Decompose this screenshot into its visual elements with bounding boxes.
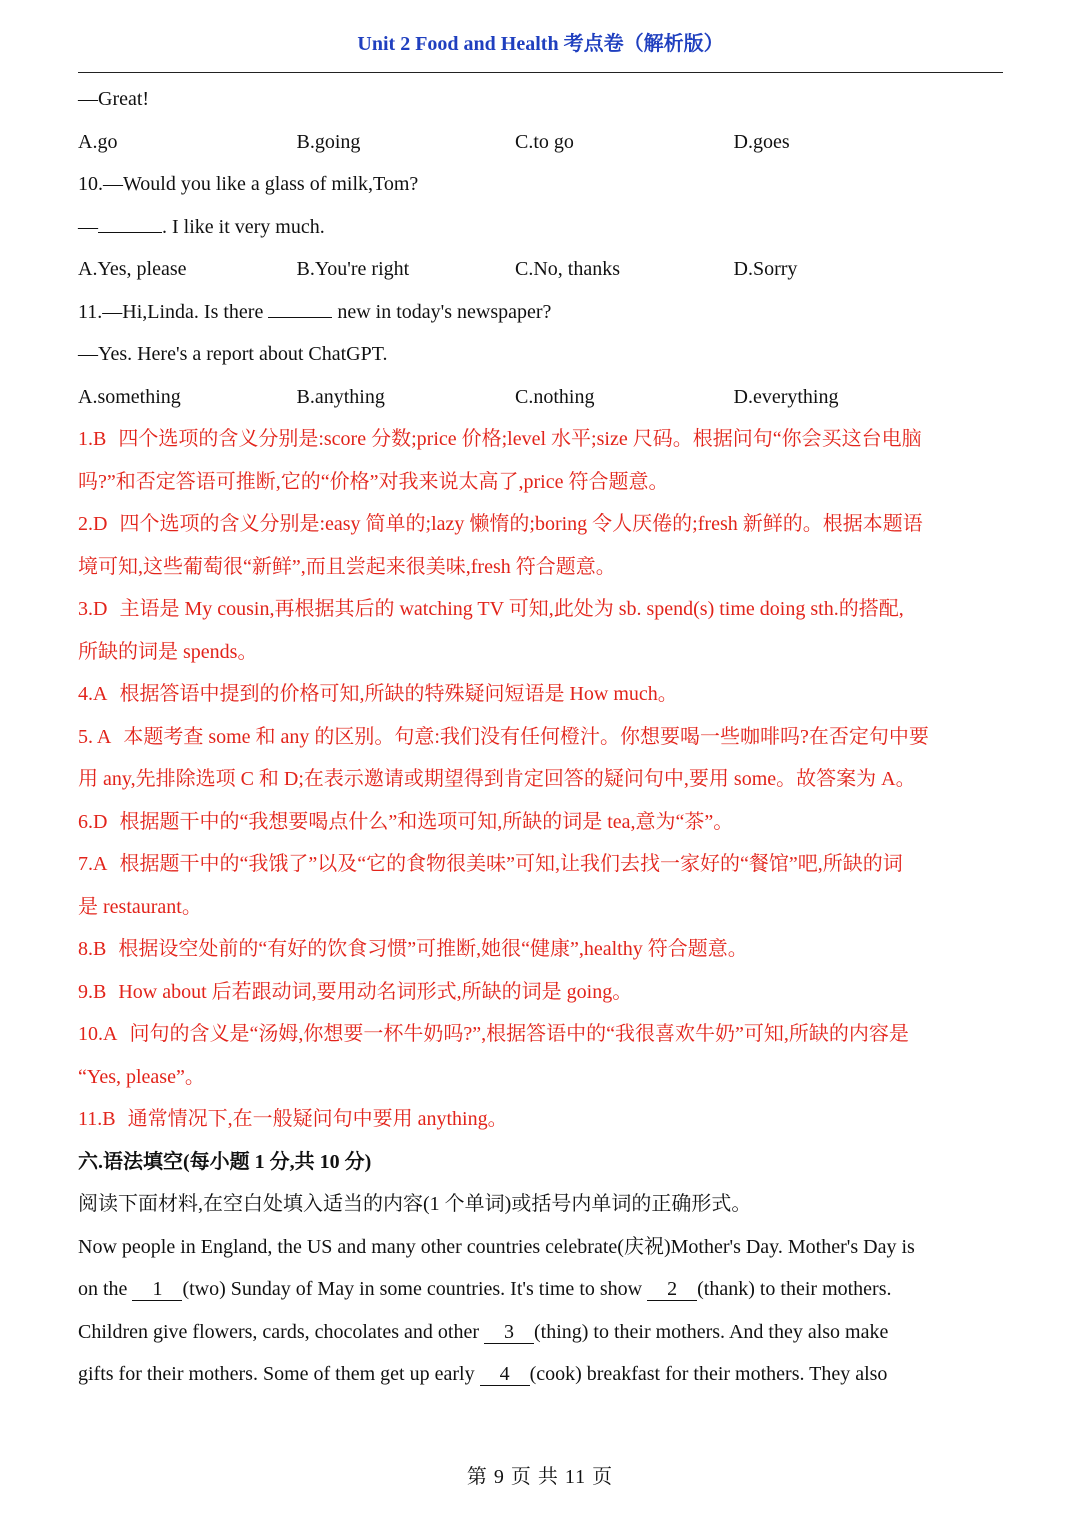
blank-1: 1 — [132, 1278, 182, 1301]
q11-option-c: C.nothing — [515, 385, 595, 408]
q9-option-b: B.going — [296, 130, 361, 153]
q11-stem — [78, 291, 1003, 334]
document-body — [78, 78, 1003, 1396]
q10-reply-suffix: . I like it very much. — [162, 215, 325, 238]
answer-8-line-1 — [78, 928, 1003, 971]
q10-options — [78, 248, 1003, 291]
q11-stem-suffix: new in today's newspaper? — [332, 300, 552, 323]
answer-7-text: 根据题干中的“我饿了”以及“它的食物很美味”可知,让我们去找一家好的“餐馆”吧,所缺的词 — [119, 853, 903, 875]
header-divider — [78, 72, 1003, 73]
passage-text: on the — [78, 1278, 133, 1300]
q10-reply — [78, 206, 1003, 249]
answer-3-text: 主语是 My cousin,再根据其后的 watching TV 可知,此处为 sb. spend(s) time doing sth.的搭配, — [119, 598, 904, 620]
answer-10-number: 10.A — [78, 1023, 118, 1045]
answer-2-line-2: 境可知,这些葡萄很“新鲜”,而且尝起来很美味,fresh 符合题意。 — [78, 555, 616, 578]
answer-1-number: 1.B — [78, 428, 107, 450]
page-header-title: Unit 2 Food and Health 考点卷（解析版） — [357, 33, 724, 55]
q11-reply: —Yes. Here's a report about ChatGPT. — [78, 343, 388, 365]
blank-3: 3 — [484, 1321, 534, 1344]
q9-reply: —Great! — [78, 88, 150, 110]
answer-10-line-1 — [78, 1013, 1003, 1056]
answer-6-number: 6.D — [78, 810, 108, 833]
q11-blank — [268, 293, 332, 318]
answer-4-text: 根据答语中提到的价格可知,所缺的特殊疑问短语是 How much。 — [119, 683, 678, 705]
q10-option-b: B.You're right — [296, 258, 410, 280]
q10-blank — [98, 208, 162, 233]
answer-11-number: 11.B — [78, 1108, 116, 1130]
answer-9-number: 9.B — [78, 980, 107, 1003]
answer-2-text: 四个选项的含义分别是:easy 简单的;lazy 懒惰的;boring 令人厌倦的;fresh 新鲜的。根据本题语 — [119, 513, 923, 535]
answer-9-text: How about 后若跟动词,要用动名词形式,所缺的词是 going。 — [118, 980, 633, 1003]
q9-option-d: D.goes — [733, 130, 790, 153]
answer-6-text: 根据题干中的“我想要喝点什么”和选项可知,所缺的词是 tea,意为“茶”。 — [119, 810, 734, 833]
answer-3-line-1 — [78, 588, 1003, 631]
passage-text: gifts for their mothers. Some of them get up early — [78, 1363, 480, 1385]
q9-option-c: C.to go — [515, 130, 574, 153]
section-6-instruction: 阅读下面材料,在空白处填入适当的内容(1 个单词)或括号内单词的正确形式。 — [78, 1193, 752, 1215]
answer-3-line-2: 所缺的词是 spends。 — [78, 640, 258, 663]
passage-text: (cook) breakfast for their mothers. They also — [529, 1363, 888, 1385]
answer-10-text: 问句的含义是“汤姆,你想要一杯牛奶吗?”,根据答语中的“我很喜欢牛奶”可知,所缺的内容是 — [129, 1023, 909, 1045]
q11-stem-prefix: 11.—Hi,Linda. Is there — [78, 300, 269, 323]
answer-11-line-1 — [78, 1098, 1003, 1141]
section-6-heading: 六.语法填空(每小题 1 分,共 10 分) — [78, 1150, 372, 1173]
answer-1-line-1 — [78, 418, 1003, 461]
answer-6-line-1 — [78, 801, 1003, 844]
answer-8-number: 8.B — [78, 938, 107, 960]
q10-option-d: D.Sorry — [733, 258, 798, 280]
passage-text: (two) Sunday of May in some countries. It's time to show — [182, 1278, 648, 1300]
q10-stem: 10.—Would you like a glass of milk,Tom? — [78, 173, 419, 195]
q11-option-d: D.everything — [733, 385, 839, 408]
answer-4-number: 4.A — [78, 683, 108, 705]
answer-5-line-1 — [78, 716, 1003, 759]
passage-line-1: Now people in England, the US and many other countries celebrate(庆祝)Mother's Day. Mother's Day is — [78, 1235, 915, 1258]
answer-10-line-2: “Yes, please”。 — [78, 1065, 205, 1088]
answer-3-number: 3.D — [78, 598, 108, 620]
q11-option-b: B.anything — [296, 385, 385, 408]
passage-line-4 — [78, 1353, 1003, 1396]
q10-reply-prefix: — — [78, 215, 98, 238]
answer-7-line-1 — [78, 843, 1003, 886]
answer-7-line-2: 是 restaurant。 — [78, 895, 202, 918]
q9-option-a: A.go — [78, 130, 118, 153]
q10-option-c: C.No, thanks — [515, 258, 620, 280]
answer-4-line-1 — [78, 673, 1003, 716]
q11-option-a: A.something — [78, 385, 181, 408]
answer-2-line-1 — [78, 503, 1003, 546]
answer-5-text: 本题考查 some 和 any 的区别。句意:我们没有任何橙汁。你想要喝一些咖啡吗?在否定句中要 — [123, 725, 929, 748]
q11-options — [78, 376, 1003, 419]
answer-1-text: 四个选项的含义分别是:score 分数;price 价格;level 水平;size 尺码。根据问句“你会买这台电脑 — [118, 428, 922, 450]
q9-options — [78, 121, 1003, 164]
passage-text: (thank) to their mothers. — [697, 1278, 892, 1300]
passage-text: (thing) to their mothers. And they also make — [533, 1320, 889, 1343]
answer-5-line-2: 用 any,先排除选项 C 和 D;在表示邀请或期望得到肯定回答的疑问句中,要用 some。故答案为 A。 — [78, 768, 916, 790]
answer-2-number: 2.D — [78, 513, 108, 535]
answer-1-line-2: 吗?”和否定答语可推断,它的“价格”对我来说太高了,price 符合题意。 — [78, 470, 669, 493]
blank-4: 4 — [480, 1363, 530, 1386]
passage-line-3 — [78, 1311, 1003, 1354]
answer-5-number: 5. A — [78, 725, 112, 748]
q10-option-a: A.Yes, please — [78, 258, 187, 280]
answer-8-text: 根据设空处前的“有好的饮食习惯”可推断,她很“健康”,healthy 符合题意。 — [118, 938, 748, 960]
page-footer-number: 第 9 页 共 11 页 — [466, 1466, 614, 1488]
passage-line-2 — [78, 1268, 1003, 1311]
passage-text: Children give flowers, cards, chocolates and other — [78, 1320, 484, 1343]
answer-7-number: 7.A — [78, 853, 108, 875]
blank-2: 2 — [647, 1278, 697, 1301]
answer-9-line-1 — [78, 971, 1003, 1014]
answer-11-text: 通常情况下,在一般疑问句中要用 anything。 — [127, 1108, 508, 1130]
